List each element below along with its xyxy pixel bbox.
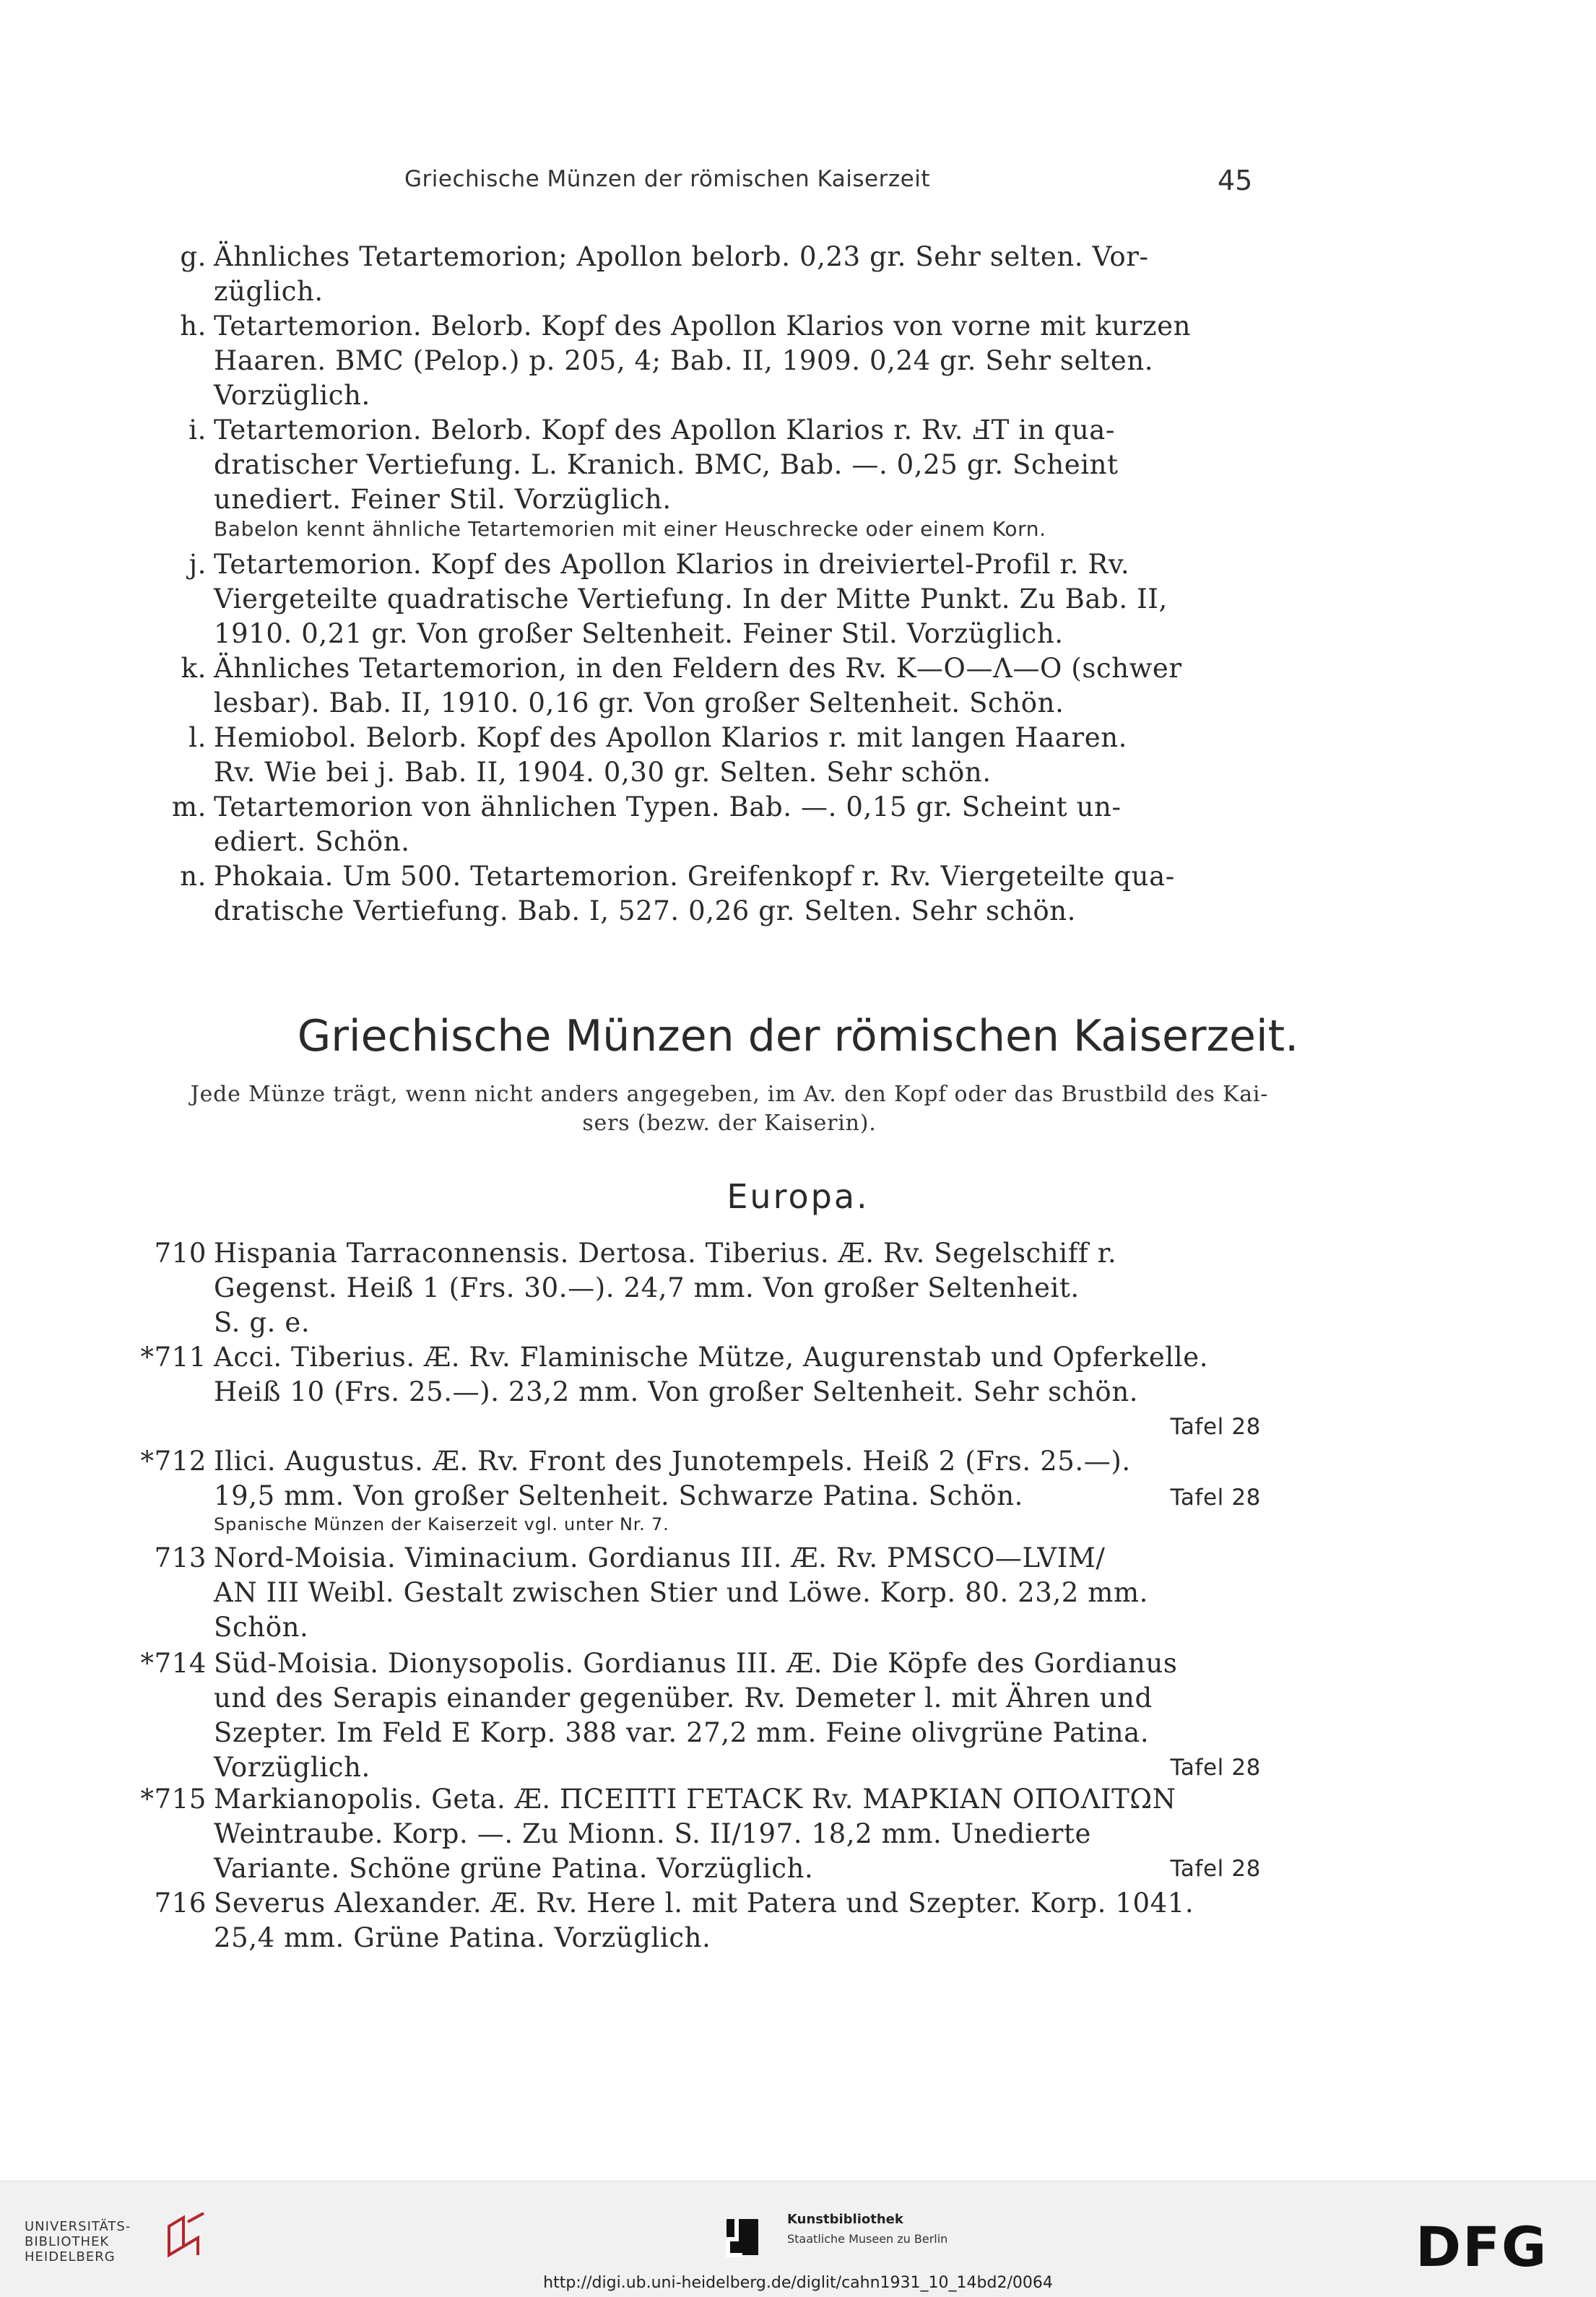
- dfg-logo[interactable]: DFG: [1415, 2215, 1548, 2279]
- page-number: 45: [1218, 165, 1253, 196]
- entry-line: Haaren. BMC (Pelop.) p. 205, 4; Bab. II, 1909. 0,24 gr. Sehr selten.: [214, 345, 1154, 376]
- coin-line: Weintraube. Korp. —. Zu Mionn. S. II/197. 18,2 mm. Unedierte: [214, 1818, 1091, 1849]
- coin-line: AN III Weibl. Gestalt zwischen Stier und Löwe. Korp. 80. 23,2 mm.: [214, 1577, 1149, 1608]
- coin-entry-712: [140, 1444, 1261, 1535]
- entry-line: Tetartemorion von ähnlichen Typen. Bab. —. 0,15 gr. Scheint un-: [214, 791, 1122, 822]
- coin-number: *711: [140, 1342, 207, 1373]
- plate-reference: Tafel 28: [1170, 1755, 1261, 1781]
- viewer-footer: [0, 2181, 1596, 2297]
- entry-mark: l.: [188, 722, 207, 753]
- coin-number: *714: [140, 1648, 207, 1679]
- coin-line: Szepter. Im Feld E Korp. 388 var. 27,2 mm. Feine olivgrüne Patina.: [214, 1717, 1150, 1748]
- babelon-note: Babelon kennt ähnliche Tetartemorien mit einer Heuschrecke oder einem Korn.: [214, 517, 1046, 541]
- coin-number: 716: [154, 1888, 207, 1919]
- permalink-url[interactable]: http://digi.ub.uni-heidelberg.de/diglit/cahn1931_10_14bd2/0064: [543, 2274, 1053, 2292]
- coin-line: Severus Alexander. Æ. Rv. Here l. mit Patera und Szepter. Korp. 1041.: [214, 1888, 1194, 1919]
- ub-heidelberg-logo[interactable]: [25, 2210, 212, 2268]
- entry-line: Ähnliches Tetartemorion; Apollon belorb. 0,23 gr. Sehr selten. Vor-: [214, 241, 1149, 272]
- kunstbibliothek-icon: [722, 2218, 763, 2258]
- coin-line: 19,5 mm. Von großer Seltenheit. Schwarze Patina. Schön.: [214, 1480, 1023, 1511]
- entry-mark: m.: [171, 791, 207, 822]
- entry-mark: j.: [188, 549, 207, 580]
- coin-number: 713: [154, 1542, 207, 1573]
- coin-entry-713: [154, 1541, 1261, 1645]
- coin-line: Schön.: [214, 1612, 309, 1643]
- entry-mark: i.: [188, 414, 207, 446]
- coin-entry-711: [140, 1340, 1261, 1440]
- region-title: Europa.: [727, 1177, 869, 1216]
- entry-line: züglich.: [214, 276, 324, 307]
- coin-entry-710: [154, 1236, 1261, 1340]
- entry-g: [180, 240, 1261, 309]
- entry-m: [171, 790, 1261, 859]
- coin-entry-714: [140, 1646, 1261, 1785]
- entry-mark: h.: [180, 311, 207, 342]
- entry-i: [188, 413, 1261, 517]
- kunstbibliothek-name: Kunstbibliothek: [787, 2212, 903, 2227]
- coin-entry-716: [154, 1886, 1261, 1955]
- entry-line: Tetartemorion. Belorb. Kopf des Apollon Klarios von vorne mit kurzen: [214, 311, 1191, 342]
- entry-l: [188, 721, 1261, 790]
- entry-line: Tetartemorion. Belorb. Kopf des Apollon Klarios r. Rv. ℲT in qua-: [214, 414, 1116, 446]
- coin-line: S. g. e.: [214, 1307, 311, 1338]
- ub-logo-text: UNIVERSITÄTS- BIBLIOTHEK HEIDELBERG: [25, 2219, 131, 2265]
- entry-mark: g.: [180, 241, 207, 272]
- entry-k: [181, 651, 1261, 721]
- entry-line: ediert. Schön.: [214, 826, 410, 857]
- kunstbibliothek-subtitle: Staatliche Museen zu Berlin: [787, 2232, 948, 2246]
- ub-emblem-icon: [162, 2212, 212, 2262]
- plate-reference: Tafel 28: [1170, 1856, 1261, 1882]
- coin-number: *712: [140, 1446, 207, 1477]
- entry-line: dratischer Vertiefung. L. Kranich. BMC, Bab. —. 0,25 gr. Scheint: [214, 449, 1119, 480]
- coin-line: Variante. Schöne grüne Patina. Vorzüglich.: [214, 1853, 814, 1884]
- entry-line: dratische Vertiefung. Bab. I, 527. 0,26 gr. Selten. Sehr schön.: [214, 895, 1077, 926]
- coin-line: Süd-Moisia. Dionysopolis. Gordianus III. Æ. Die Köpfe des Gordianus: [214, 1648, 1178, 1679]
- coin-line: Markianopolis. Geta. Æ. ΠCEΠTI ΓETACK Rv. MAPKIAN OΠOΛITΩN: [214, 1784, 1176, 1815]
- entry-mark: k.: [181, 653, 207, 684]
- entry-line: unediert. Feiner Stil. Vorzüglich.: [214, 484, 672, 515]
- coin-number: 710: [154, 1238, 207, 1269]
- coin-line: Nord-Moisia. Viminacium. Gordianus III. Æ. Rv. PMSCO—LVIM/: [214, 1542, 1106, 1573]
- entry-line: Tetartemorion. Kopf des Apollon Klarios in dreiviertel-Profil r. Rv.: [214, 549, 1130, 580]
- entry-mark: n.: [180, 861, 207, 892]
- section-title: Griechische Münzen der römischen Kaiserzeit.: [297, 1011, 1299, 1061]
- coin-line: Gegenst. Heiß 1 (Frs. 30.—). 24,7 mm. Von großer Seltenheit.: [214, 1272, 1080, 1303]
- entry-line: Viergeteilte quadratische Vertiefung. In der Mitte Punkt. Zu Bab. II,: [214, 583, 1168, 615]
- coin-number: *715: [140, 1784, 207, 1815]
- entry-line: Vorzüglich.: [214, 380, 370, 411]
- coin-line: Hispania Tarraconnensis. Dertosa. Tiberius. Æ. Rv. Segelschiff r.: [214, 1238, 1117, 1269]
- running-title: Griechische Münzen der römischen Kaiserzeit: [404, 166, 930, 192]
- coin-line: Acci. Tiberius. Æ. Rv. Flaminische Mütze, Augurenstab und Opferkelle.: [214, 1342, 1209, 1373]
- coin-line: Vorzüglich.: [214, 1752, 370, 1783]
- entry-h: [180, 309, 1261, 413]
- entry-line: Phokaia. Um 500. Tetartemorion. Greifenkopf r. Rv. Viergeteilte qua-: [214, 861, 1175, 892]
- entry-j: [188, 547, 1261, 651]
- coin-entry-715: [140, 1782, 1261, 1886]
- entry-n: [180, 859, 1261, 929]
- kunstbibliothek-logo[interactable]: [722, 2203, 1011, 2261]
- entry-line: 1910. 0,21 gr. Von großer Seltenheit. Feiner Stil. Vorzüglich.: [214, 618, 1064, 649]
- plate-reference: Tafel 28: [1170, 1414, 1261, 1440]
- entry-line: Hemiobol. Belorb. Kopf des Apollon Klarios r. mit langen Haaren.: [214, 722, 1127, 753]
- section-intro: [188, 1080, 1271, 1138]
- coin-line: Ilici. Augustus. Æ. Rv. Front des Junotempels. Heiß 2 (Frs. 25.—).: [214, 1446, 1131, 1477]
- plate-reference: Tafel 28: [1170, 1485, 1261, 1511]
- entry-line: Rv. Wie bei j. Bab. II, 1904. 0,30 gr. Selten. Sehr schön.: [214, 757, 992, 788]
- intro-line: sers (bezw. der Kaiserin).: [582, 1111, 877, 1136]
- entry-line: Ähnliches Tetartemorion, in den Feldern des Rv. K—O—Λ—O (schwer: [214, 653, 1182, 684]
- coin-line: und des Serapis einander gegenüber. Rv. Demeter l. mit Ähren und: [214, 1682, 1153, 1714]
- coin-line: 25,4 mm. Grüne Patina. Vorzüglich.: [214, 1922, 711, 1953]
- coin-line: Heiß 10 (Frs. 25.—). 23,2 mm. Von großer Seltenheit. Sehr schön.: [214, 1376, 1139, 1407]
- entry-line: lesbar). Bab. II, 1910. 0,16 gr. Von großer Seltenheit. Schön.: [214, 687, 1064, 718]
- coin-note: Spanische Münzen der Kaiserzeit vgl. unter Nr. 7.: [214, 1514, 669, 1534]
- intro-line: Jede Münze trägt, wenn nicht anders angegeben, im Av. den Kopf oder das Brustbild des Kai-: [190, 1082, 1269, 1107]
